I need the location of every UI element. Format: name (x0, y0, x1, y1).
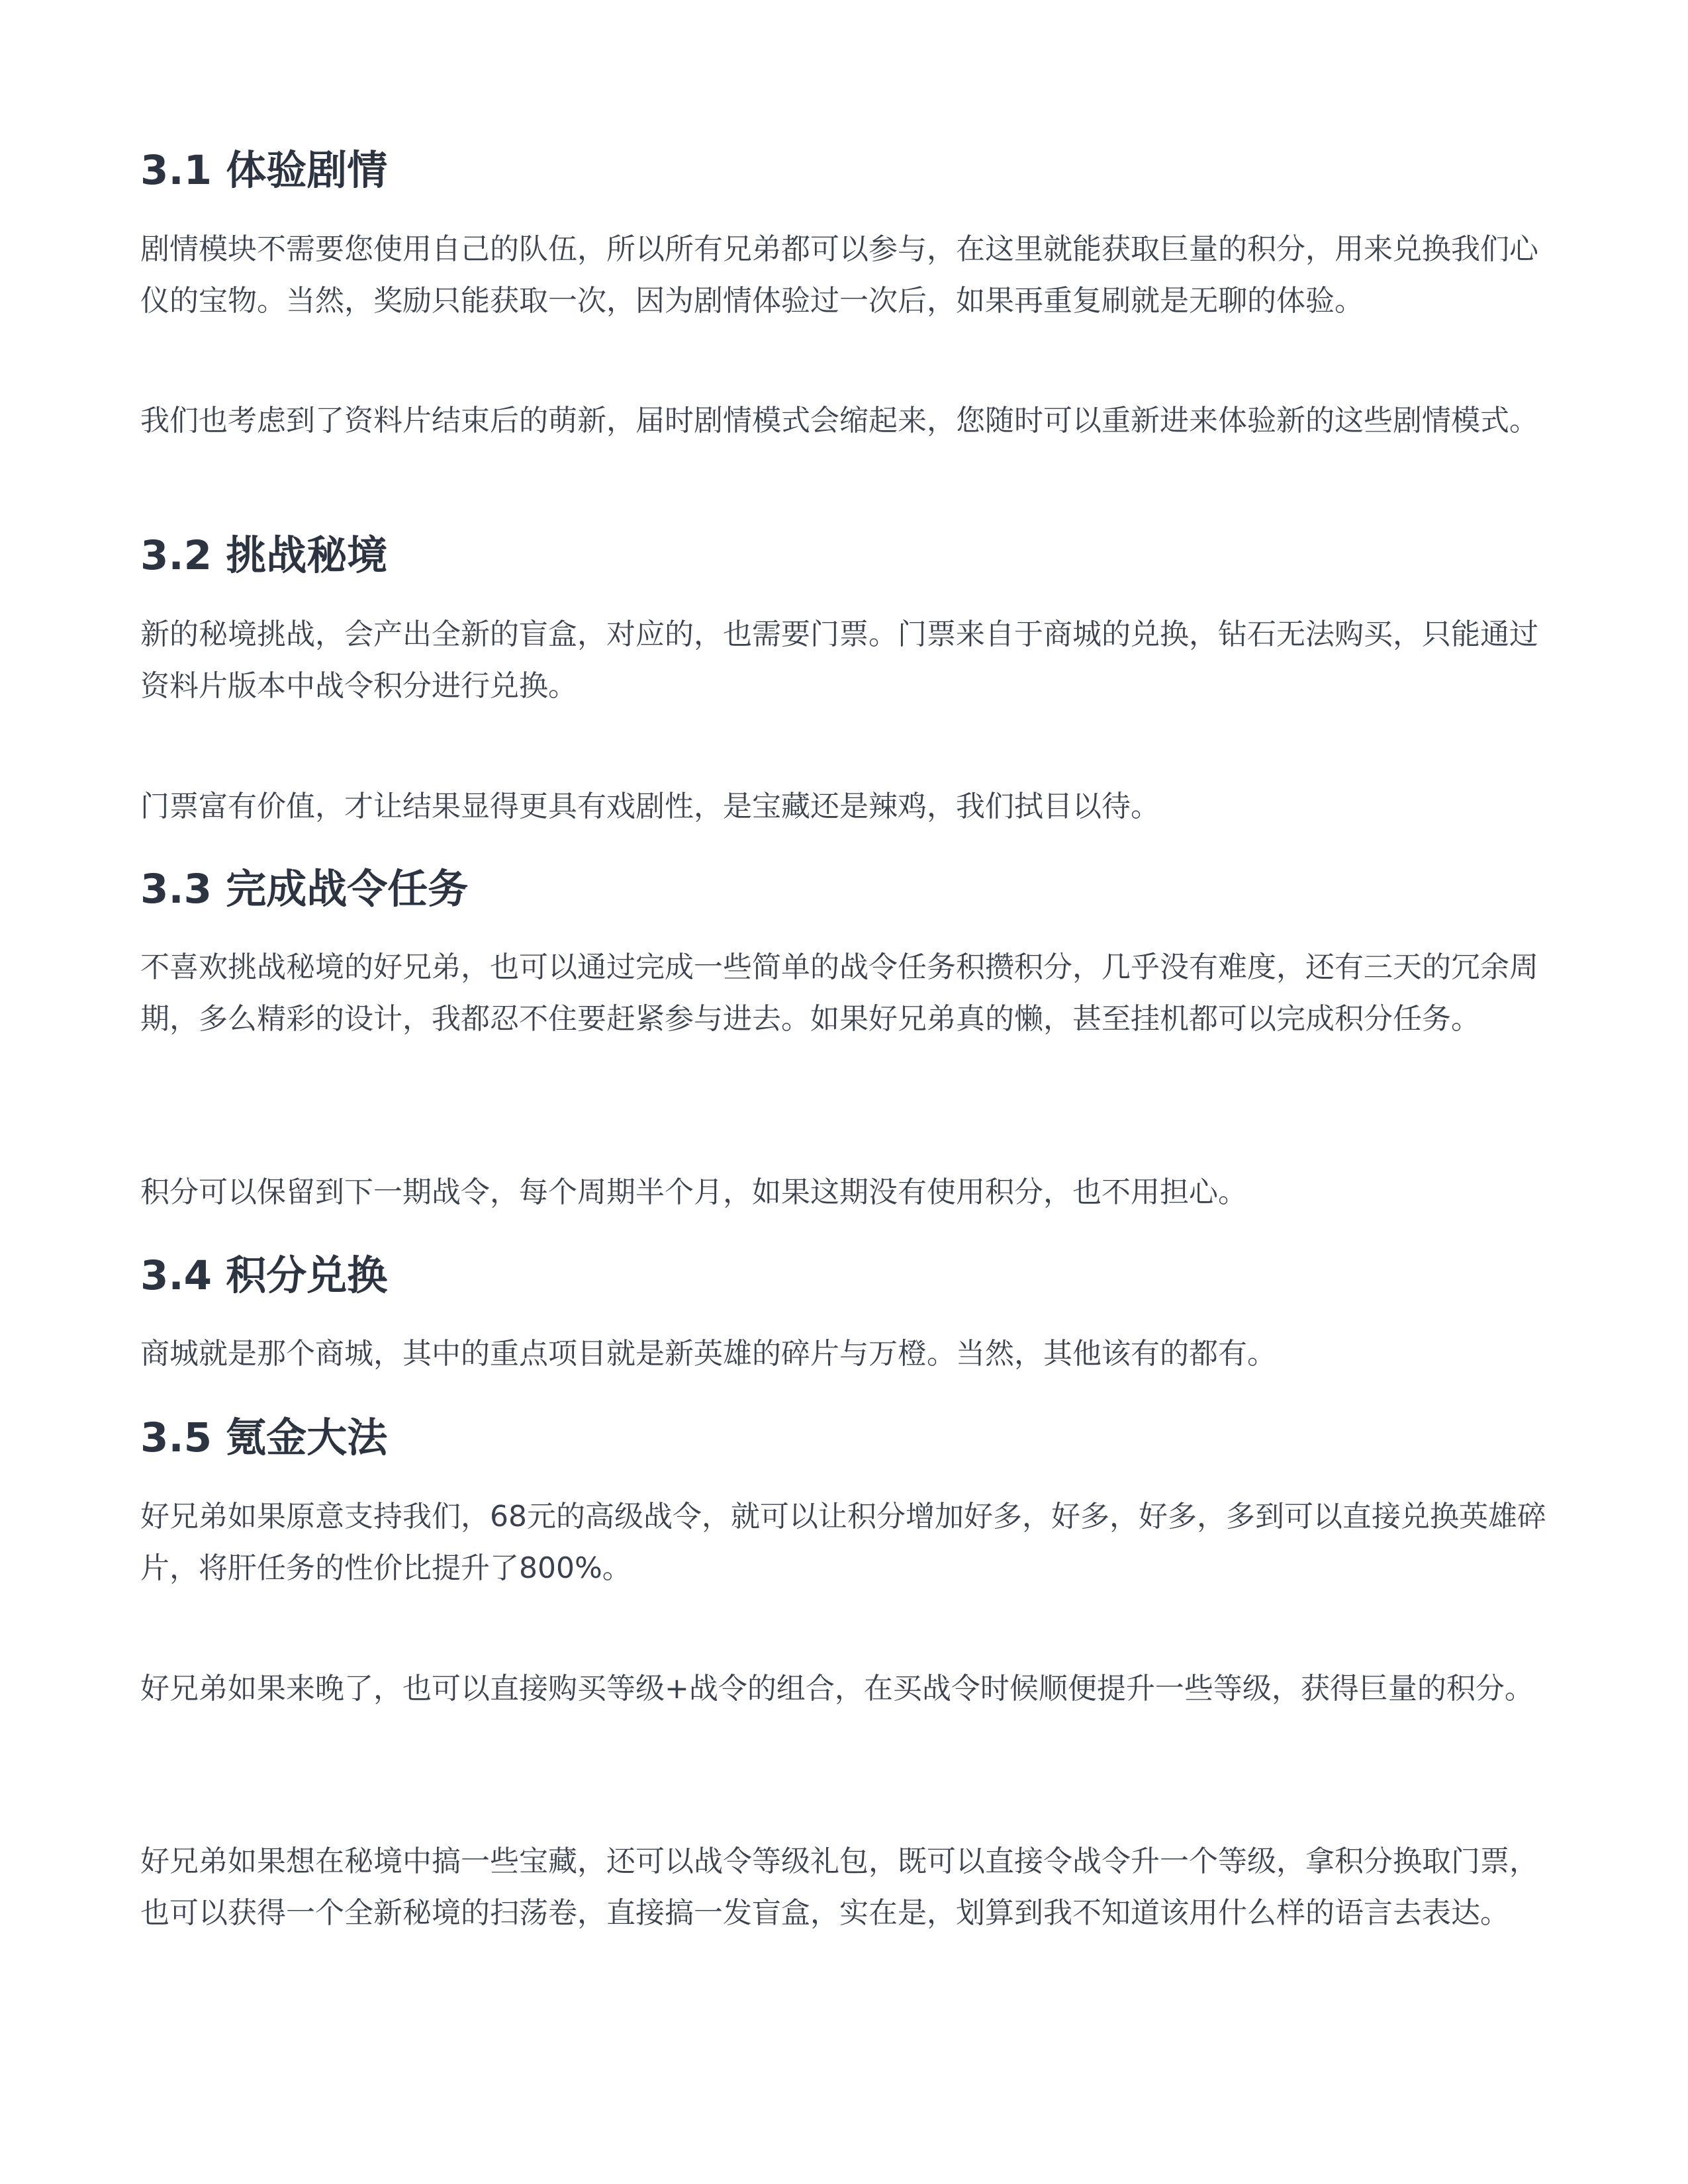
paragraph: 积分可以保留到下一期战令，每个周期半个月，如果这期没有使用积分，也不用担心。 (140, 1175, 1247, 1209)
paragraph: 好兄弟如果来晚了，也可以直接购买等级+战令的组合，在买战令时候顺便提升一些等级，获得巨量的积分。 (140, 1672, 1534, 1706)
paragraph: 不喜欢挑战秘境的好兄弟，也可以通过完成一些简单的战令任务积攒积分，几乎没有难度，还有三天的冗余周期，多么精彩的设计，我都忍不住要赶紧参与进去。如果好兄弟真的懒，甚至挂机都可以完成积分任务。 (140, 950, 1538, 1036)
paragraph: 门票富有价值，才让结果显得更具有戏剧性，是宝藏还是辣鸡，我们拭目以待。 (140, 790, 1160, 823)
section-title-3-1: 3.1 体验剧情 (140, 147, 388, 194)
section-title-3-4: 3.4 积分兑换 (140, 1252, 388, 1299)
paragraph: 好兄弟如果原意支持我们，68元的高级战令，就可以让积分增加好多，好多，好多，多到可以直接兑换英雄碎片，将肝任务的性价比提升了800%。 (140, 1500, 1546, 1585)
section-title-3-2: 3.2 挑战秘境 (140, 532, 388, 579)
section-title-3-3: 3.3 完成战令任务 (140, 866, 469, 913)
paragraph: 好兄弟如果想在秘境中搞一些宝藏，还可以战令等级礼包，既可以直接令战令升一个等级，拿积分换取门票，也可以获得一个全新秘境的扫荡卷，直接搞一发盲盒，实在是，划算到我不知道该用什么样的语言去表达。 (140, 1844, 1538, 1930)
paragraph: 剧情模块不需要您使用自己的队伍，所以所有兄弟都可以参与，在这里就能获取巨量的积分，用来兑换我们心仪的宝物。当然，奖励只能获取一次，因为剧情体验过一次后，如果再重复刷就是无聊的体验。 (140, 232, 1538, 318)
paragraph: 新的秘境挑战，会产出全新的盲盒，对应的，也需要门票。门票来自于商城的兑换，钻石无法购买，只能通过资料片版本中战令积分进行兑换。 (140, 617, 1538, 703)
paragraph: 我们也考虑到了资料片结束后的萌新，届时剧情模式会缩起来，您随时可以重新进来体验新的这些剧情模式。 (140, 404, 1538, 437)
section-title-3-5: 3.5 氪金大法 (140, 1414, 388, 1461)
paragraph: 商城就是那个商城，其中的重点项目就是新英雄的碎片与万橙。当然，其他该有的都有。 (140, 1337, 1276, 1371)
